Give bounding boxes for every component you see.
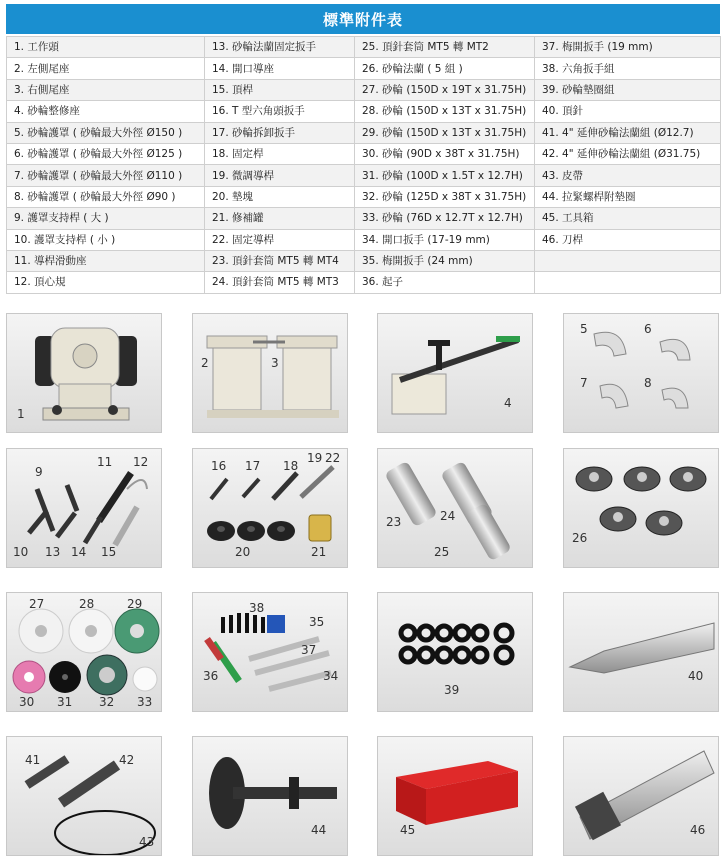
item-number-label: 32 — [99, 695, 115, 709]
table-cell: 7. 砂輪護罩 ( 砂輪最大外徑 Ø110 ) — [7, 165, 205, 186]
table-cell: 20. 墊塊 — [205, 186, 355, 207]
item-number-label: 4 — [504, 396, 512, 410]
item-number-label: 14 — [71, 545, 87, 559]
table-cell: 27. 砂輪 (150D x 19T x 31.75H) — [355, 79, 535, 100]
table-cell: 46. 刀桿 — [535, 229, 721, 250]
photo-wheel-guards — [563, 313, 719, 433]
table-cell: 44. 拉緊螺桿附墊圈 — [535, 186, 721, 207]
work-head-illustration — [7, 314, 162, 433]
table-cell: 22. 固定導桿 — [205, 229, 355, 250]
table-cell: 6. 砂輪護罩 ( 砂輪最大外徑 Ø125 ) — [7, 143, 205, 164]
table-cell: 45. 工具箱 — [535, 208, 721, 229]
photo-wheel-dresser — [377, 313, 533, 433]
table-cell: 21. 修補罐 — [205, 208, 355, 229]
item-number-label: 5 — [580, 322, 588, 336]
item-number-label: 41 — [25, 753, 41, 767]
table-cell: 16. T 型六角頭扳手 — [205, 101, 355, 122]
table-cell: 33. 砂輪 (76D x 12.7T x 12.7H) — [355, 208, 535, 229]
item-number-label: 25 — [434, 545, 450, 559]
item-number-label: 37 — [301, 643, 317, 657]
table-cell: 2. 左側尾座 — [7, 58, 205, 79]
item-number-label: 26 — [572, 531, 588, 545]
table-row — [7, 208, 721, 229]
photo-tool-box — [377, 736, 533, 856]
item-number-label: 24 — [440, 509, 456, 523]
table-row — [7, 37, 721, 58]
table-row — [7, 101, 721, 122]
table-cell: 10. 護罩支持桿 ( 小 ) — [7, 229, 205, 250]
table-cell: 26. 砂輪法蘭 ( 5 組 ) — [355, 58, 535, 79]
table-cell: 43. 皮帶 — [535, 165, 721, 186]
item-number-label: 28 — [79, 597, 95, 611]
item-number-label: 27 — [29, 597, 45, 611]
wheel-dresser-illustration — [378, 314, 533, 433]
photo-arbor — [563, 736, 719, 856]
table-cell: 40. 頂針 — [535, 101, 721, 122]
tailstocks-illustration — [193, 314, 348, 433]
table-cell: 4. 砂輪整修座 — [7, 101, 205, 122]
item-number-label: 20 — [235, 545, 251, 559]
photo-hand-tools — [192, 592, 348, 712]
item-number-label: 11 — [97, 455, 113, 469]
photo-work-head — [6, 313, 162, 433]
table-cell: 14. 開口導座 — [205, 58, 355, 79]
table-cell: 13. 砂輪法蘭固定扳手 — [205, 37, 355, 58]
item-number-label: 38 — [249, 601, 265, 615]
photo-wrenches-blocks — [192, 448, 348, 568]
table-row — [7, 250, 721, 271]
item-number-label: 16 — [211, 459, 227, 473]
table-cell: 24. 頂針套筒 MT5 轉 MT3 — [205, 272, 355, 293]
table-title: 標準附件表 — [6, 4, 720, 34]
item-number-label: 6 — [644, 322, 652, 336]
item-number-label: 3 — [271, 356, 279, 370]
table-cell: 36. 起子 — [355, 272, 535, 293]
table-cell: 30. 砂輪 (90D x 38T x 31.75H) — [355, 143, 535, 164]
table-cell: 34. 開口扳手 (17-19 mm) — [355, 229, 535, 250]
table-cell: 11. 導桿滑動座 — [7, 250, 205, 271]
photo-wheel-flanges — [563, 448, 719, 568]
hand-tools-illustration — [193, 593, 348, 712]
item-number-label: 45 — [400, 823, 416, 837]
table-row — [7, 79, 721, 100]
item-number-label: 33 — [137, 695, 153, 709]
table-cell: 17. 砂輪拆卸扳手 — [205, 122, 355, 143]
center-illustration — [564, 593, 719, 712]
table-cell — [535, 250, 721, 271]
photo-support-rods — [6, 448, 162, 568]
tension-screw-illustration — [193, 737, 348, 856]
table-row — [7, 143, 721, 164]
item-number-label: 31 — [57, 695, 73, 709]
item-number-label: 23 — [386, 515, 402, 529]
item-number-label: 30 — [19, 695, 35, 709]
item-number-label: 42 — [119, 753, 135, 767]
item-number-label: 18 — [283, 459, 299, 473]
table-cell: 25. 頂針套筒 MT5 轉 MT2 — [355, 37, 535, 58]
item-number-label: 22 — [325, 451, 341, 465]
photo-tension-screw — [192, 736, 348, 856]
table-cell: 37. 梅開扳手 (19 mm) — [535, 37, 721, 58]
table-cell: 42. 4" 延伸砂輪法蘭組 (Ø31.75) — [535, 143, 721, 164]
arbor-illustration — [564, 737, 719, 856]
photo-extension-flanges — [6, 736, 162, 856]
wheel-flanges-illustration — [564, 449, 719, 568]
item-number-label: 13 — [45, 545, 61, 559]
table-cell: 31. 砂輪 (100D x 1.5T x 12.7H) — [355, 165, 535, 186]
item-number-label: 35 — [309, 615, 325, 629]
item-number-label: 8 — [644, 376, 652, 390]
accessory-table — [6, 36, 721, 294]
table-cell: 35. 梅開扳手 (24 mm) — [355, 250, 535, 271]
table-cell: 18. 固定桿 — [205, 143, 355, 164]
item-number-label: 2 — [201, 356, 209, 370]
item-number-label: 7 — [580, 376, 588, 390]
photo-center — [563, 592, 719, 712]
photo-tailstocks — [192, 313, 348, 433]
item-number-label: 15 — [101, 545, 117, 559]
table-row — [7, 186, 721, 207]
table-cell: 9. 護罩支持桿 ( 大 ) — [7, 208, 205, 229]
table-cell: 32. 砂輪 (125D x 38T x 31.75H) — [355, 186, 535, 207]
table-cell: 41. 4" 延伸砂輪法蘭組 (Ø12.7) — [535, 122, 721, 143]
item-number-label: 39 — [444, 683, 460, 697]
item-number-label: 40 — [688, 669, 704, 683]
item-number-label: 34 — [323, 669, 339, 683]
item-number-label: 43 — [139, 835, 155, 849]
item-number-label: 21 — [311, 545, 327, 559]
table-row — [7, 272, 721, 293]
table-cell: 29. 砂輪 (150D x 13T x 31.75H) — [355, 122, 535, 143]
table-cell: 28. 砂輪 (150D x 13T x 31.75H) — [355, 101, 535, 122]
table-row — [7, 58, 721, 79]
table-row — [7, 165, 721, 186]
tool-box-illustration — [378, 737, 533, 856]
table-cell: 23. 頂針套筒 MT5 轉 MT4 — [205, 250, 355, 271]
photo-grinding-wheels — [6, 592, 162, 712]
table-cell: 3. 右側尾座 — [7, 79, 205, 100]
item-number-label: 1 — [17, 407, 25, 421]
photo-center-sleeves — [377, 448, 533, 568]
table-cell: 15. 頂桿 — [205, 79, 355, 100]
table-cell — [535, 272, 721, 293]
table-row — [7, 122, 721, 143]
item-number-label: 46 — [690, 823, 706, 837]
item-number-label: 9 — [35, 465, 43, 479]
table-cell: 12. 頂心規 — [7, 272, 205, 293]
center-sleeves-illustration — [378, 449, 533, 568]
table-cell: 8. 砂輪護罩 ( 砂輪最大外徑 Ø90 ) — [7, 186, 205, 207]
table-cell: 1. 工作頭 — [7, 37, 205, 58]
table-cell: 38. 六角扳手組 — [535, 58, 721, 79]
table-cell: 39. 砂輪墊圈組 — [535, 79, 721, 100]
item-number-label: 10 — [13, 545, 29, 559]
table-row — [7, 229, 721, 250]
table-cell: 5. 砂輪護罩 ( 砂輪最大外徑 Ø150 ) — [7, 122, 205, 143]
item-number-label: 19 — [307, 451, 323, 465]
photo-wheel-washers — [377, 592, 533, 712]
item-number-label: 44 — [311, 823, 327, 837]
item-number-label: 17 — [245, 459, 261, 473]
item-number-label: 29 — [127, 597, 143, 611]
item-number-label: 36 — [203, 669, 219, 683]
item-number-label: 12 — [133, 455, 149, 469]
table-cell: 19. 微調導桿 — [205, 165, 355, 186]
